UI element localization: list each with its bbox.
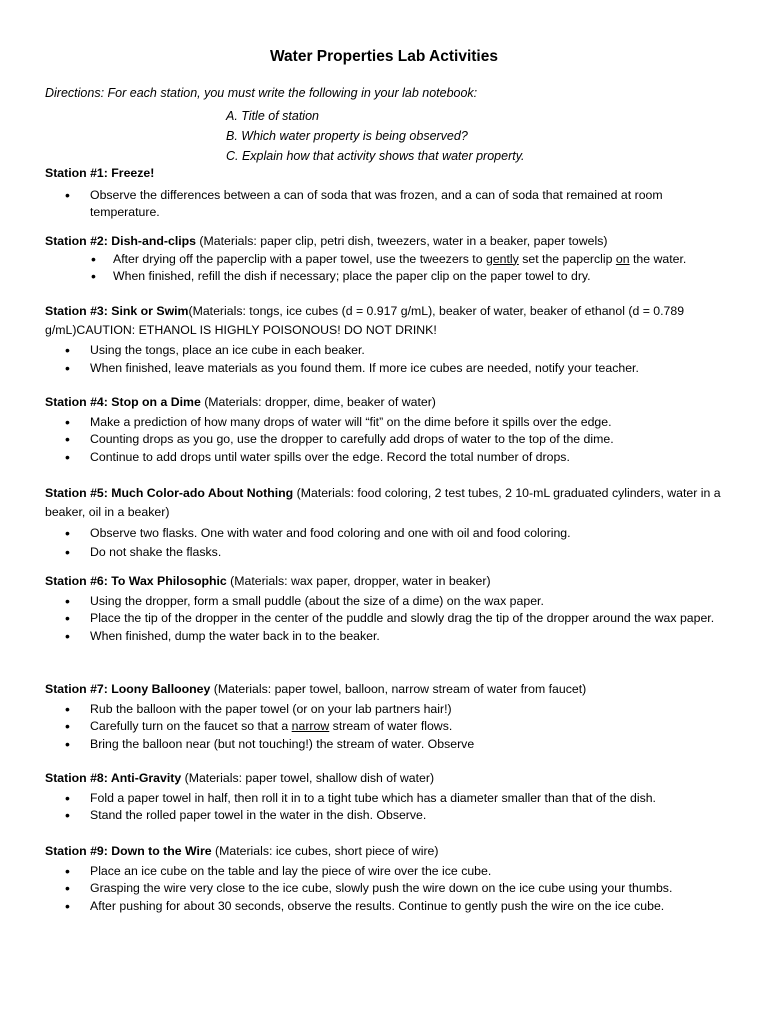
page-title: Water Properties Lab Activities bbox=[270, 48, 498, 65]
station-8 bbox=[45, 770, 725, 825]
station-materials: (Materials: paper towel, balloon, narrow stream of water from faucet) bbox=[210, 682, 587, 696]
list-item: • When finished, dump the water back in to the beaker. bbox=[45, 628, 725, 646]
station-2 bbox=[45, 233, 725, 286]
list-item: • Observe the differences between a can of soda that was frozen, and a can of soda that remained at room temperature. bbox=[45, 187, 725, 222]
station-heading: Station #2: Dish-and-clips bbox=[45, 234, 196, 248]
station-7 bbox=[45, 681, 725, 753]
station-9 bbox=[45, 843, 725, 915]
station-materials: (Materials: ice cubes, short piece of wire) bbox=[211, 844, 439, 858]
list-item: • Rub the balloon with the paper towel (or on your lab partners hair!) bbox=[45, 701, 725, 719]
station-materials: (Materials: paper towel, shallow dish of water) bbox=[181, 771, 435, 785]
station-heading: Station #1: Freeze! bbox=[45, 166, 155, 180]
list-item: • Using the dropper, form a small puddle (about the size of a dime) on the wax paper. bbox=[45, 593, 725, 611]
list-item: • Carefully turn on the faucet so that a narrow stream of water flows. bbox=[45, 718, 725, 736]
station-materials: (Materials: food coloring, 2 test tubes, 2 10-mL graduated cylinders, water in a beaker, oil in a beaker) bbox=[45, 486, 721, 519]
list-item: • Place an ice cube on the table and lay the piece of wire over the ice cube. bbox=[45, 863, 725, 881]
station-6 bbox=[45, 573, 725, 645]
station-materials: (Materials: tongs, ice cubes (d = 0.917 g/mL), beaker of water, beaker of ethanol (d = 0.789 g/mL)CAUTION: ETHANOL IS HIGHLY POISONOUS! DO NOT DRINK! bbox=[45, 304, 685, 337]
station-3 bbox=[45, 302, 725, 377]
directions-list bbox=[226, 106, 525, 166]
directions-item: A. Title of station bbox=[226, 109, 319, 123]
list-item: • Grasping the wire very close to the ice cube, slowly push the wire down on the ice cube using your thumbs. bbox=[45, 880, 725, 898]
station-heading: Station #9: Down to the Wire bbox=[45, 844, 212, 858]
directions-intro: Directions: For each station, you must write the following in your lab notebook: bbox=[45, 86, 478, 100]
list-item: • Bring the balloon near (but not touching!) the stream of water. Observe bbox=[45, 736, 725, 754]
list-item: • Make a prediction of how many drops of water will “fit” on the dime before it spills over the edge. bbox=[45, 414, 725, 432]
list-item: • Do not shake the flasks. bbox=[45, 543, 725, 562]
station-heading: Station #4: Stop on a Dime bbox=[45, 395, 201, 409]
list-item: • After drying off the paperclip with a paper towel, use the tweezers to gently set the paperclip on the water. bbox=[45, 251, 725, 269]
directions-item: B. Which water property is being observed? bbox=[226, 129, 468, 143]
list-item: • Observe two flasks. One with water and food coloring and one with oil and food coloring. bbox=[45, 524, 725, 543]
directions-item: C. Explain how that activity shows that water property. bbox=[226, 149, 525, 163]
list-item: • Place the tip of the dropper in the center of the puddle and slowly drag the tip of the dropper around the wax paper. bbox=[45, 610, 725, 628]
list-item: • Fold a paper towel in half, then roll it in to a tight tube which has a diameter smaller than that of the dish. bbox=[45, 790, 725, 808]
station-materials: (Materials: paper clip, petri dish, tweezers, water in a beaker, paper towels) bbox=[196, 234, 608, 248]
station-heading: Station #7: Loony Ballooney bbox=[45, 682, 211, 696]
list-item: • When finished, leave materials as you found them. If more ice cubes are needed, notify your teacher. bbox=[45, 360, 725, 378]
station-materials: (Materials: wax paper, dropper, water in beaker) bbox=[226, 574, 491, 588]
station-1 bbox=[45, 165, 725, 222]
list-item: • After pushing for about 30 seconds, observe the results. Continue to gently push the wire on the ice cube. bbox=[45, 898, 725, 916]
station-materials: (Materials: dropper, dime, beaker of water) bbox=[200, 395, 436, 409]
station-5 bbox=[45, 484, 725, 562]
station-heading: Station #3: Sink or Swim bbox=[45, 304, 189, 318]
station-heading: Station #8: Anti-Gravity bbox=[45, 771, 182, 785]
list-item: • Counting drops as you go, use the dropper to carefully add drops of water to the top of the dime. bbox=[45, 431, 725, 449]
station-heading: Station #5: Much Color-ado About Nothing bbox=[45, 486, 294, 500]
station-4 bbox=[45, 394, 725, 466]
list-item: • Continue to add drops until water spills over the edge. Record the total number of drops. bbox=[45, 449, 725, 467]
list-item: • Using the tongs, place an ice cube in each beaker. bbox=[45, 342, 725, 360]
list-item: • Stand the rolled paper towel in the water in the dish. Observe. bbox=[45, 807, 725, 825]
station-heading: Station #6: To Wax Philosophic bbox=[45, 574, 227, 588]
list-item: • When finished, refill the dish if necessary; place the paper clip on the paper towel to dry. bbox=[45, 268, 725, 286]
